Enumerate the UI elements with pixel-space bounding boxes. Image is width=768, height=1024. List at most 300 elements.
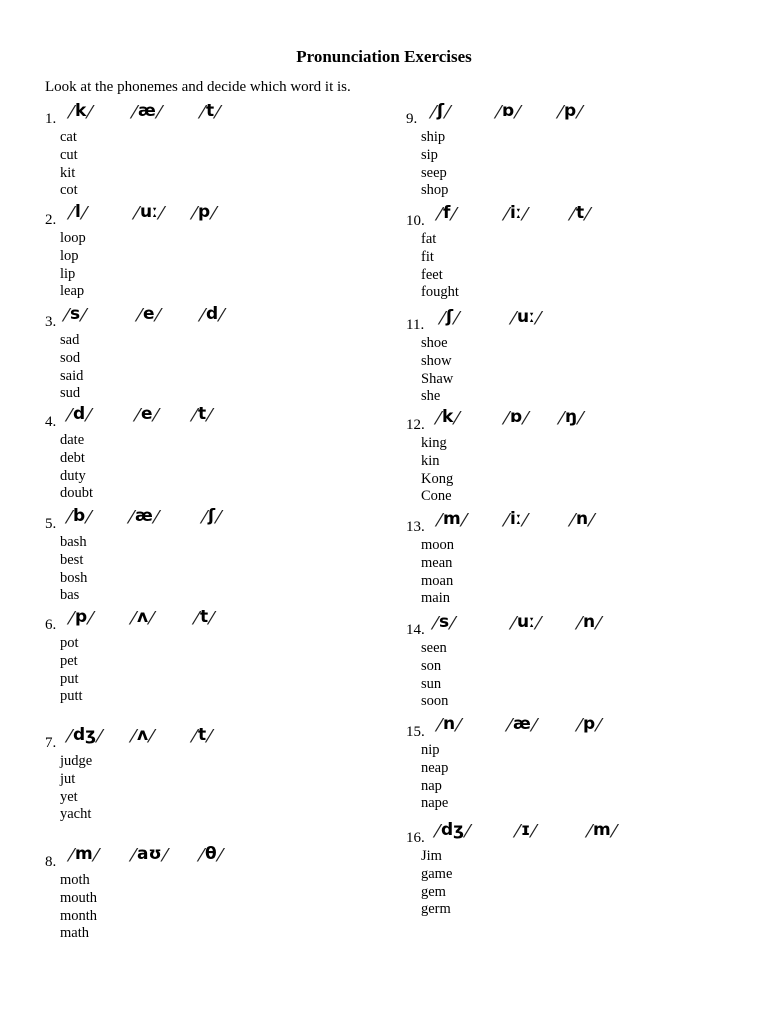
word-options (406, 334, 736, 405)
slash-mark: ⁄ (193, 203, 197, 224)
word-option: moth (60, 872, 90, 888)
phoneme-symbol: ʃ (208, 506, 216, 526)
phoneme-symbol: æ (138, 101, 156, 121)
word-option: best (60, 551, 84, 568)
exercise-6 (45, 608, 375, 705)
exercise-number: 13. (406, 519, 425, 535)
phoneme-symbol: l (75, 202, 81, 222)
slash-mark: ⁄ (532, 715, 536, 736)
page-title: Pronunciation Exercises (296, 47, 472, 66)
phoneme-symbol: iː (510, 203, 522, 223)
word-option: jut (60, 770, 76, 787)
word-option: soon (421, 693, 449, 710)
word-option: fat (421, 231, 437, 247)
exercise-4 (45, 405, 375, 502)
phoneme (438, 510, 466, 531)
slash-mark: ⁄ (201, 305, 205, 326)
phoneme (195, 608, 213, 629)
phoneme-symbol: t (576, 203, 585, 223)
exercise-number: 12. (406, 417, 425, 433)
word-option: mouth (60, 889, 98, 906)
slash-mark: ⁄ (98, 726, 102, 747)
phoneme-symbol: iː (510, 509, 522, 529)
word-option: mean (421, 554, 453, 571)
slash-mark: ⁄ (455, 408, 459, 429)
slash-mark: ⁄ (218, 845, 222, 866)
slash-mark: ⁄ (597, 613, 601, 634)
phoneme (200, 845, 222, 866)
slash-mark: ⁄ (68, 405, 72, 426)
phoneme-symbol: p (564, 101, 577, 121)
phoneme-symbol: ɪ (521, 820, 531, 840)
phoneme (132, 608, 153, 629)
phoneme (512, 613, 540, 634)
slash-mark: ⁄ (157, 102, 161, 123)
slash-mark: ⁄ (571, 510, 575, 531)
word-option: seep (421, 164, 447, 181)
exercise-number: 8. (45, 854, 57, 870)
slash-mark: ⁄ (70, 608, 74, 629)
word-option: cot (60, 182, 78, 199)
phoneme-symbol: p (75, 607, 88, 627)
slash-mark: ⁄ (208, 405, 212, 426)
phoneme-symbol: f (443, 203, 451, 223)
slash-mark: ⁄ (441, 308, 445, 329)
word-option: seen (421, 640, 447, 656)
word-options (45, 431, 375, 502)
phoneme (135, 203, 163, 224)
slash-mark: ⁄ (82, 305, 86, 326)
word-option: lip (60, 265, 76, 282)
phoneme-symbol: ɒ (510, 407, 523, 427)
phoneme (193, 405, 211, 426)
word-options (406, 230, 736, 301)
slash-mark: ⁄ (452, 204, 456, 225)
phoneme-symbol: k (442, 407, 454, 427)
phoneme-line (406, 821, 736, 847)
slash-mark: ⁄ (578, 102, 582, 123)
phoneme-line (45, 845, 375, 871)
slash-mark: ⁄ (82, 203, 86, 224)
word-option: pet (60, 652, 78, 669)
exercise-number: 1. (45, 111, 57, 127)
word-options (406, 536, 736, 607)
slash-mark: ⁄ (597, 715, 601, 736)
phoneme-symbol: e (143, 304, 155, 324)
word-options (45, 752, 375, 823)
slash-mark: ⁄ (210, 608, 214, 629)
word-option: yacht (60, 806, 92, 823)
phoneme-symbol: d (73, 404, 86, 424)
phoneme (578, 715, 600, 736)
exercise-14 (406, 613, 736, 710)
slash-mark: ⁄ (195, 608, 199, 629)
slash-mark: ⁄ (208, 726, 212, 747)
word-option: cut (60, 146, 78, 163)
phoneme (70, 102, 91, 123)
phoneme-symbol: t (198, 725, 207, 745)
exercise-7 (45, 726, 375, 823)
word-option: game (421, 865, 453, 882)
word-option: yet (60, 788, 78, 805)
slash-mark: ⁄ (136, 405, 140, 426)
phoneme (193, 203, 215, 224)
exercise-12 (406, 408, 736, 505)
phoneme-symbol: b (73, 506, 86, 526)
exercise-number: 5. (45, 516, 57, 532)
slash-mark: ⁄ (150, 608, 154, 629)
word-option: doubt (60, 485, 94, 502)
slash-mark: ⁄ (579, 408, 583, 429)
phoneme (193, 726, 211, 747)
slash-mark: ⁄ (438, 510, 442, 531)
slash-mark: ⁄ (130, 507, 134, 528)
phoneme-line (45, 405, 375, 431)
phoneme-symbol: ŋ (565, 407, 578, 427)
exercise-9 (406, 102, 736, 199)
phoneme-symbol: ʌ (137, 725, 149, 745)
phoneme (571, 204, 589, 225)
word-option: kit (60, 164, 76, 181)
word-option: bas (60, 587, 80, 604)
exercise-8 (45, 845, 375, 942)
slash-mark: ⁄ (87, 507, 91, 528)
phoneme (512, 308, 540, 329)
word-option: feet (421, 266, 443, 283)
slash-mark: ⁄ (536, 613, 540, 634)
slash-mark: ⁄ (466, 821, 470, 842)
slash-mark: ⁄ (462, 510, 466, 531)
slash-mark: ⁄ (200, 845, 204, 866)
slash-mark: ⁄ (559, 102, 563, 123)
phoneme-symbol: ʌ (137, 607, 149, 627)
word-option: nape (421, 795, 449, 812)
phoneme (497, 102, 519, 123)
word-option: month (60, 907, 98, 924)
word-options (406, 741, 736, 812)
slash-mark: ⁄ (138, 305, 142, 326)
slash-mark: ⁄ (571, 204, 575, 225)
word-option: loop (60, 230, 86, 246)
phoneme (203, 507, 220, 528)
phoneme-symbol: t (206, 101, 215, 121)
word-option: nip (421, 742, 440, 758)
phoneme (133, 102, 161, 123)
word-option: gem (421, 883, 446, 900)
phoneme-line (406, 715, 736, 741)
exercise-16 (406, 821, 736, 918)
exercise-number: 9. (406, 111, 418, 127)
phoneme-symbol: ʃ (437, 101, 445, 121)
slash-mark: ⁄ (508, 715, 512, 736)
phoneme-line (45, 726, 375, 752)
word-option: sod (60, 349, 81, 366)
phoneme-symbol: e (141, 404, 153, 424)
word-option: lop (60, 247, 79, 264)
slash-mark: ⁄ (89, 608, 93, 629)
exercise-13 (406, 510, 736, 607)
slash-mark: ⁄ (516, 821, 520, 842)
exercise-3 (45, 305, 375, 402)
phoneme (132, 726, 153, 747)
instructions: Look at the phonemes and decide which word it is. (45, 79, 351, 95)
slash-mark: ⁄ (193, 405, 197, 426)
slash-mark: ⁄ (156, 305, 160, 326)
phoneme (588, 821, 616, 842)
phoneme (65, 305, 85, 326)
slash-mark: ⁄ (588, 821, 592, 842)
exercise-number: 10. (406, 213, 425, 229)
exercise-number: 11. (406, 317, 425, 333)
slash-mark: ⁄ (88, 102, 92, 123)
slash-mark: ⁄ (133, 102, 137, 123)
phoneme-line (406, 408, 736, 434)
slash-mark: ⁄ (516, 102, 520, 123)
phoneme-line (406, 204, 736, 230)
phoneme-symbol: θ (205, 844, 217, 864)
slash-mark: ⁄ (446, 102, 450, 123)
phoneme-line (45, 608, 375, 634)
slash-mark: ⁄ (68, 507, 72, 528)
phoneme-symbol: t (198, 404, 207, 424)
phoneme (438, 204, 455, 225)
phoneme-line (45, 305, 375, 331)
word-options (45, 128, 375, 199)
phoneme-symbol: aʊ (137, 844, 162, 864)
word-options (45, 331, 375, 402)
phoneme (505, 510, 527, 531)
exercise-number: 16. (406, 830, 425, 846)
phoneme (70, 203, 86, 224)
phoneme (441, 308, 458, 329)
word-option: sip (421, 146, 438, 163)
slash-mark: ⁄ (70, 102, 74, 123)
exercise-number: 15. (406, 724, 425, 740)
slash-mark: ⁄ (220, 305, 224, 326)
word-option: putt (60, 688, 83, 705)
word-option: Cone (421, 488, 452, 505)
phoneme (505, 408, 527, 429)
phoneme (508, 715, 536, 736)
phoneme (130, 507, 158, 528)
word-option: sad (60, 332, 80, 348)
word-option: Shaw (421, 370, 454, 387)
phoneme-symbol: uː (517, 307, 535, 327)
phoneme (68, 726, 101, 747)
word-option: cat (60, 129, 77, 145)
phoneme-line (45, 102, 375, 128)
slash-mark: ⁄ (524, 408, 528, 429)
word-option: judge (60, 753, 93, 769)
word-option: ship (421, 129, 446, 145)
phoneme-symbol: n (443, 714, 456, 734)
word-option: sun (421, 675, 442, 692)
slash-mark: ⁄ (154, 405, 158, 426)
word-option: neap (421, 759, 449, 776)
word-options (45, 634, 375, 705)
word-option: Jim (421, 848, 442, 864)
word-option: moon (421, 537, 455, 553)
slash-mark: ⁄ (523, 510, 527, 531)
phoneme-line (406, 510, 736, 536)
slash-mark: ⁄ (560, 408, 564, 429)
word-option: nap (421, 777, 442, 794)
phoneme-line (406, 613, 736, 639)
phoneme (560, 408, 582, 429)
phoneme (68, 507, 90, 528)
phoneme-symbol: k (75, 101, 87, 121)
phoneme-symbol: m (75, 844, 93, 864)
word-option: date (60, 432, 85, 448)
phoneme (559, 102, 581, 123)
word-option: show (421, 352, 452, 369)
slash-mark: ⁄ (203, 507, 207, 528)
slash-mark: ⁄ (497, 102, 501, 123)
word-option: Kong (421, 470, 454, 487)
word-option: bosh (60, 569, 88, 586)
slash-mark: ⁄ (217, 507, 221, 528)
phoneme (68, 405, 90, 426)
exercise-5 (45, 507, 375, 604)
slash-mark: ⁄ (578, 715, 582, 736)
slash-mark: ⁄ (523, 204, 527, 225)
phoneme-symbol: t (200, 607, 209, 627)
phoneme-line (45, 203, 375, 229)
word-option: sud (60, 385, 81, 402)
word-option: said (60, 367, 84, 384)
phoneme-symbol: dʒ (73, 725, 97, 745)
word-options (406, 434, 736, 505)
word-option: pot (60, 635, 79, 651)
phoneme-symbol: p (583, 714, 596, 734)
phoneme (201, 305, 223, 326)
phoneme-symbol: dʒ (441, 820, 465, 840)
exercise-1 (45, 102, 375, 199)
phoneme (70, 845, 98, 866)
exercise-10 (406, 204, 736, 301)
phoneme (437, 408, 458, 429)
exercise-number: 3. (45, 314, 57, 330)
exercise-number: 6. (45, 617, 57, 633)
exercise-number: 7. (45, 735, 57, 751)
slash-mark: ⁄ (193, 726, 197, 747)
slash-mark: ⁄ (212, 203, 216, 224)
word-options (45, 533, 375, 604)
phoneme-symbol: s (70, 304, 81, 324)
slash-mark: ⁄ (532, 821, 536, 842)
word-option: she (421, 388, 441, 405)
slash-mark: ⁄ (432, 102, 436, 123)
slash-mark: ⁄ (512, 308, 516, 329)
word-options (406, 639, 736, 710)
phoneme-symbol: m (443, 509, 461, 529)
phoneme-symbol: m (593, 820, 611, 840)
word-option: fit (421, 248, 434, 265)
slash-mark: ⁄ (201, 102, 205, 123)
phoneme-symbol: uː (140, 202, 158, 222)
phoneme (201, 102, 219, 123)
slash-mark: ⁄ (70, 203, 74, 224)
slash-mark: ⁄ (132, 845, 136, 866)
slash-mark: ⁄ (451, 613, 455, 634)
word-option: kin (421, 452, 440, 469)
exercise-2 (45, 203, 375, 300)
slash-mark: ⁄ (65, 305, 69, 326)
slash-mark: ⁄ (132, 608, 136, 629)
word-option: main (421, 590, 450, 607)
word-option: fought (421, 284, 459, 301)
phoneme-symbol: d (206, 304, 219, 324)
word-option: shoe (421, 335, 448, 351)
exercise-number: 2. (45, 212, 57, 228)
phoneme (434, 613, 454, 634)
word-options (45, 871, 375, 942)
phoneme-line (406, 102, 736, 128)
word-option: leap (60, 283, 85, 300)
phoneme (505, 204, 527, 225)
phoneme (438, 715, 460, 736)
word-option: son (421, 657, 442, 674)
exercise-number: 4. (45, 414, 57, 430)
slash-mark: ⁄ (438, 715, 442, 736)
word-option: germ (421, 901, 451, 918)
slash-mark: ⁄ (216, 102, 220, 123)
slash-mark: ⁄ (163, 845, 167, 866)
word-option: math (60, 925, 89, 942)
phoneme (132, 845, 167, 866)
phoneme-symbol: æ (135, 506, 153, 526)
phoneme (70, 608, 92, 629)
word-option: moan (421, 572, 454, 589)
slash-mark: ⁄ (505, 204, 509, 225)
word-option: duty (60, 467, 86, 484)
phoneme (578, 613, 600, 634)
word-option: shop (421, 182, 449, 199)
word-option: put (60, 670, 79, 687)
phoneme (436, 821, 469, 842)
slash-mark: ⁄ (457, 715, 461, 736)
slash-mark: ⁄ (455, 308, 459, 329)
slash-mark: ⁄ (434, 613, 438, 634)
word-option: debt (60, 449, 85, 466)
phoneme-line (406, 308, 736, 334)
slash-mark: ⁄ (70, 845, 74, 866)
phoneme (136, 405, 158, 426)
word-options (45, 229, 375, 300)
slash-mark: ⁄ (150, 726, 154, 747)
slash-mark: ⁄ (135, 203, 139, 224)
slash-mark: ⁄ (159, 203, 163, 224)
word-option: bash (60, 534, 87, 550)
phoneme-symbol: uː (517, 612, 535, 632)
exercise-number: 14. (406, 622, 425, 638)
slash-mark: ⁄ (68, 726, 72, 747)
phoneme-symbol: ʃ (446, 307, 454, 327)
slash-mark: ⁄ (612, 821, 616, 842)
slash-mark: ⁄ (437, 408, 441, 429)
slash-mark: ⁄ (94, 845, 98, 866)
phoneme-symbol: æ (513, 714, 531, 734)
slash-mark: ⁄ (505, 408, 509, 429)
slash-mark: ⁄ (512, 613, 516, 634)
phoneme-symbol: s (439, 612, 450, 632)
slash-mark: ⁄ (590, 510, 594, 531)
slash-mark: ⁄ (505, 510, 509, 531)
phoneme (138, 305, 160, 326)
slash-mark: ⁄ (438, 204, 442, 225)
phoneme-symbol: n (583, 612, 596, 632)
slash-mark: ⁄ (536, 308, 540, 329)
